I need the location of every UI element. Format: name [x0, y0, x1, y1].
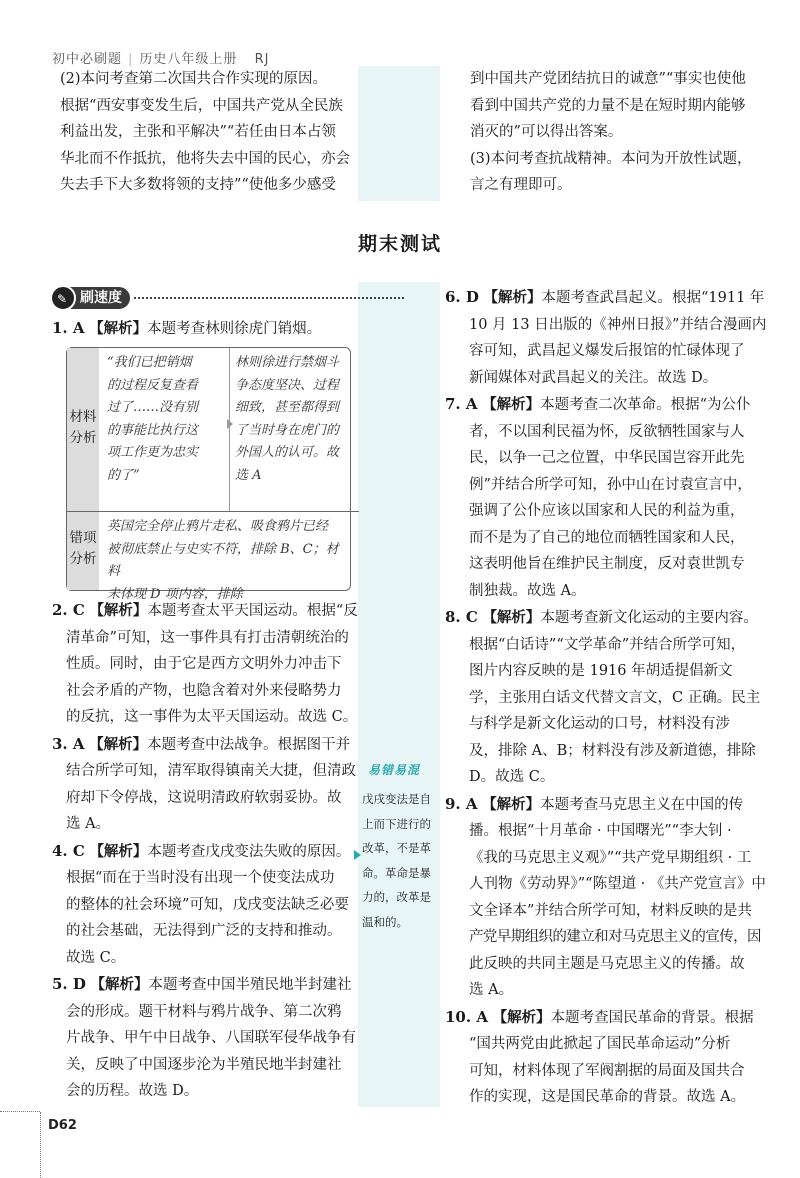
question-5: [52, 971, 357, 999]
q-line: 及，排除 A、B；材料没有涉及新道德，排除: [469, 742, 756, 759]
left-column: [52, 315, 352, 343]
q-line: 选 A。: [66, 816, 111, 832]
q-line: 新闻媒体对武昌起义的关注。故选 D。: [469, 369, 718, 386]
cell-line: 细致，甚至都得到: [235, 400, 340, 415]
note-line: 温和的。: [362, 914, 408, 929]
header-book: 初中必刷题: [52, 52, 123, 67]
q-line: 府却下令停战，这说明清政府软弱妥协。故: [66, 789, 342, 806]
q-line: 作的实现，这是国民革命的背景。故选 A。: [469, 1089, 746, 1105]
material-explanation: [235, 352, 347, 487]
q-number: 7. A: [445, 395, 478, 413]
q-line: 本题考查中法战争。根据图干并: [147, 736, 351, 753]
center-strip-top: [358, 66, 440, 201]
top-right-text: [470, 66, 760, 199]
question-1: [52, 315, 352, 343]
cell-line: 过了……没有别: [107, 400, 199, 415]
badge-dotted-line: [134, 297, 404, 299]
q-number: 4. C: [52, 841, 85, 860]
q-line: 性质。同时，由于它是西方文明外力冲击下: [66, 656, 342, 672]
page-corner-line: [0, 1111, 40, 1112]
q-tag: 【解析】: [482, 396, 541, 413]
q-tag: 【解析】: [89, 602, 148, 619]
page-number: D62: [48, 1118, 77, 1133]
q-line: 者，不以国利民福为怀，反欲牺牲国家与人: [469, 423, 745, 440]
cell-line: 选 A: [235, 467, 262, 483]
q-line: 而不是为了自己的地位而牺牲国家和人民，: [469, 529, 745, 546]
wrong-option-explanation: [107, 516, 347, 606]
q-line: 会的形成。题干材料与鸦片战争、第二次鸦: [66, 1003, 342, 1020]
q-number: 3. A: [52, 734, 85, 753]
q-line: 社会矛盾的产物，也隐含着对外来侵略势力: [66, 682, 342, 699]
q-line: 此反映的共同主题是马克思主义的传播。故: [469, 955, 745, 972]
question-3: [52, 731, 357, 759]
top-left-text: [60, 66, 355, 199]
q-line: 与科学是新文化运动的口号，材料没有涉: [469, 716, 730, 732]
q-line: 故选 C。: [66, 949, 126, 966]
row-divider: [99, 511, 359, 512]
q-tag: 【解析】: [89, 842, 148, 860]
q-tag: 【解析】: [90, 976, 149, 993]
q-number: 6. D: [445, 288, 479, 306]
question-10: [445, 1004, 765, 1032]
cell-line: 的过程反复查看: [107, 377, 199, 393]
label-line: 分析: [69, 551, 97, 567]
q-number: 5. D: [52, 975, 86, 993]
center-strip-main: [358, 282, 440, 1107]
question-9: [445, 791, 765, 819]
q-line: 强调了公仆应该以国家和人民的利益为重，: [469, 503, 745, 519]
q-line: 的整体的社会环境”可知，戊戌变法缺乏必要: [66, 896, 349, 913]
q-line: 制独裁。故选 A。: [469, 582, 586, 599]
text-line: 消灭的”可以得出答案。: [470, 124, 623, 140]
q-line: 本题考查太平天国运动。根据“反: [147, 603, 358, 619]
text-line: (2)本问考查第二次国共合作实现的原因。: [60, 71, 328, 87]
q-line: 可知，材料体现了军阀割据的局面及国共合: [469, 1062, 745, 1079]
q-line: 本题考查马克思主义在中国的传: [540, 796, 744, 813]
q-line: 根据“白话诗”“文学革命”并结合所学可知，: [469, 636, 746, 653]
cell-line: 英国完全停止鸦片走私、吸食鸦片已经: [107, 519, 329, 534]
cell-line: 被彻底禁止与史实不符，排除 B、C；材料: [107, 541, 339, 579]
question-2: [52, 597, 357, 625]
analysis-label-wrong: [67, 512, 99, 590]
text-line: 华北而不作抵抗，他将失去中国的民心，亦会: [60, 150, 350, 167]
cell-divider: [229, 348, 230, 511]
header-subject: 历史八年级上册: [139, 52, 238, 67]
cell-line: 外国人的认可。故: [235, 445, 340, 460]
q-number: 8. C: [445, 608, 478, 626]
q-line: 结合所学可知，清军取得镇南关大捷，但清政: [66, 763, 356, 779]
note-line: 改革，不是革: [362, 841, 431, 855]
cell-line: 了当时身在虎门的: [235, 422, 340, 438]
q-tag: 【解析】: [89, 735, 148, 753]
note-line: 戊戌变法是自: [362, 792, 431, 806]
note-title: 易错易混: [368, 763, 421, 777]
note-arrow-icon: [354, 850, 361, 860]
text-line: 失去手下大多数将领的支持”“使他多少感受: [60, 177, 336, 193]
page-margin-line: [40, 1112, 41, 1178]
q-line: 文全译本”并结合所学可知，材料反映的是共: [469, 902, 752, 919]
q-line: 例”并结合所学可知，孙中山在讨袁宣言中，: [469, 476, 752, 493]
q-line: 清革命”可知，这一事件具有打击清朝统治的: [66, 629, 349, 646]
q-line: 的社会基础，无法得到广泛的支持和推动。: [66, 923, 342, 939]
arrow-right-icon: [227, 419, 233, 429]
cell-line: 林则徐进行禁烟斗: [235, 355, 340, 370]
label-line: 材料: [69, 409, 97, 425]
q-line: 本题考查中国半殖民地半封建社: [148, 977, 352, 993]
label-line: 分析: [69, 430, 97, 446]
q-tag: 【解析】: [482, 795, 541, 813]
q-line: 根据“而在于当时没有出现一个使变法成功: [66, 870, 335, 886]
q-line: 的反抗，这一事件为太平天国运动。故选 C。: [66, 709, 358, 725]
q-line: 会的历程。故选 D。: [66, 1083, 199, 1099]
q1-tag: 【解析】: [89, 320, 148, 337]
text-line: 看到中国共产党的力量不是在短时期内能够: [470, 97, 746, 114]
q-line: 选 A。: [469, 982, 514, 998]
text-line: 利益出发，主张和平解决”“若任由日本占领: [60, 124, 336, 140]
note-line: 命。革命是暴: [362, 865, 431, 880]
q-line: 学，主张用白话文代替文言文，C 正确。民主: [469, 689, 761, 706]
badge-label: 刷速度: [80, 290, 122, 306]
q-line: 本题考查二次革命。根据“为公仆: [540, 397, 751, 413]
text-line: 到中国共产党团结抗日的诚意”“事实也使他: [470, 71, 746, 87]
q-line: D。故选 C。: [469, 769, 555, 785]
q-tag: 【解析】: [492, 1008, 551, 1026]
q-line: “国共两党由此掀起了国民革命运动”分析: [469, 1036, 731, 1052]
cell-line: 项工作更为忠实: [107, 445, 199, 460]
note-body: [362, 787, 438, 934]
question-8: [445, 604, 765, 632]
section-title: 期末测试: [357, 233, 442, 255]
cell-line: “我们已把销烟: [107, 355, 192, 370]
text-line: 言之有理即可。: [470, 177, 572, 193]
badge-circle: [50, 285, 76, 311]
q1-text: 本题考查林则徐虎门销烟。: [147, 321, 322, 337]
q-line: 10 月 13 日出版的《神州日报》”并结合漫画内: [469, 316, 767, 333]
right-column: [445, 284, 765, 1111]
running-header: 初中必刷题 | 历史八年级上册 RJ: [52, 52, 270, 67]
analysis-label-material: [67, 348, 99, 512]
speed-badge: [50, 285, 350, 311]
text-line: (3)本问考查抗战精神。本问为开放性试题，: [470, 150, 752, 167]
q-line: 播。根据“十月革命 · 中国曙光”“李大钊 ·: [469, 823, 732, 839]
q-line: 《我的马克思主义观》”“共产党早期组织 · 工: [469, 849, 752, 866]
pen-icon: ✎: [57, 292, 68, 306]
q-line: 本题考查新文化运动的主要内容。: [540, 610, 758, 626]
q-line: 本题考查戊戌变法失败的原因。: [147, 843, 351, 860]
cell-line: 争态度坚决、过程: [235, 377, 340, 393]
header-edition: RJ: [254, 52, 270, 67]
q-tag: 【解析】: [482, 609, 541, 626]
q-line: 容可知，武昌起义爆发后报馆的忙碌体现了: [469, 343, 745, 359]
q1-number: 1. A: [52, 319, 85, 337]
q-line: 图片内容反映的是 1916 年胡适提倡新文: [469, 663, 733, 679]
q-line: 这表明他旨在维护民主制度，反对袁世凯专: [469, 556, 745, 572]
q-line: 民，以争一己之位置，中华民国岂容开此先: [469, 450, 745, 466]
cell-line: 的了”: [107, 467, 140, 483]
q-line: 片战争、甲午中日战争、八国联军侵华战争有: [66, 1030, 356, 1046]
q-number: 10. A: [445, 1007, 488, 1026]
analysis-table: [66, 347, 351, 602]
note-line: 力的，改革是: [362, 890, 431, 904]
question-4: [52, 838, 357, 866]
note-line: 上而下进行的: [362, 816, 431, 831]
material-quote: [107, 352, 225, 487]
cell-line: 未体现 D 项内容，排除: [107, 586, 243, 602]
cell-line: 的事能比执行这: [107, 422, 199, 438]
q-line: 产党早期组织的建立和对马克思主义的宣传，因: [469, 929, 761, 945]
q-line: 关，反映了中国逐步沦为半殖民地半封建社: [66, 1056, 342, 1073]
question-7: [445, 391, 765, 419]
q-number: 9. A: [445, 794, 478, 813]
left-questions: [52, 597, 357, 1105]
text-line: 根据“西安事变发生后，中国共产党从全民族: [60, 97, 343, 114]
question-6: [445, 284, 765, 312]
q-tag: 【解析】: [483, 289, 542, 306]
q-line: 人刊物《劳动界》”“陈望道 · 《共产党宣言》中: [469, 876, 766, 892]
q-line: 本题考查武昌起义。根据“1911 年: [541, 290, 765, 306]
q-line: 本题考查国民革命的背景。根据: [550, 1009, 754, 1026]
q-number: 2. C: [52, 601, 85, 619]
label-line: 错项: [69, 530, 97, 546]
